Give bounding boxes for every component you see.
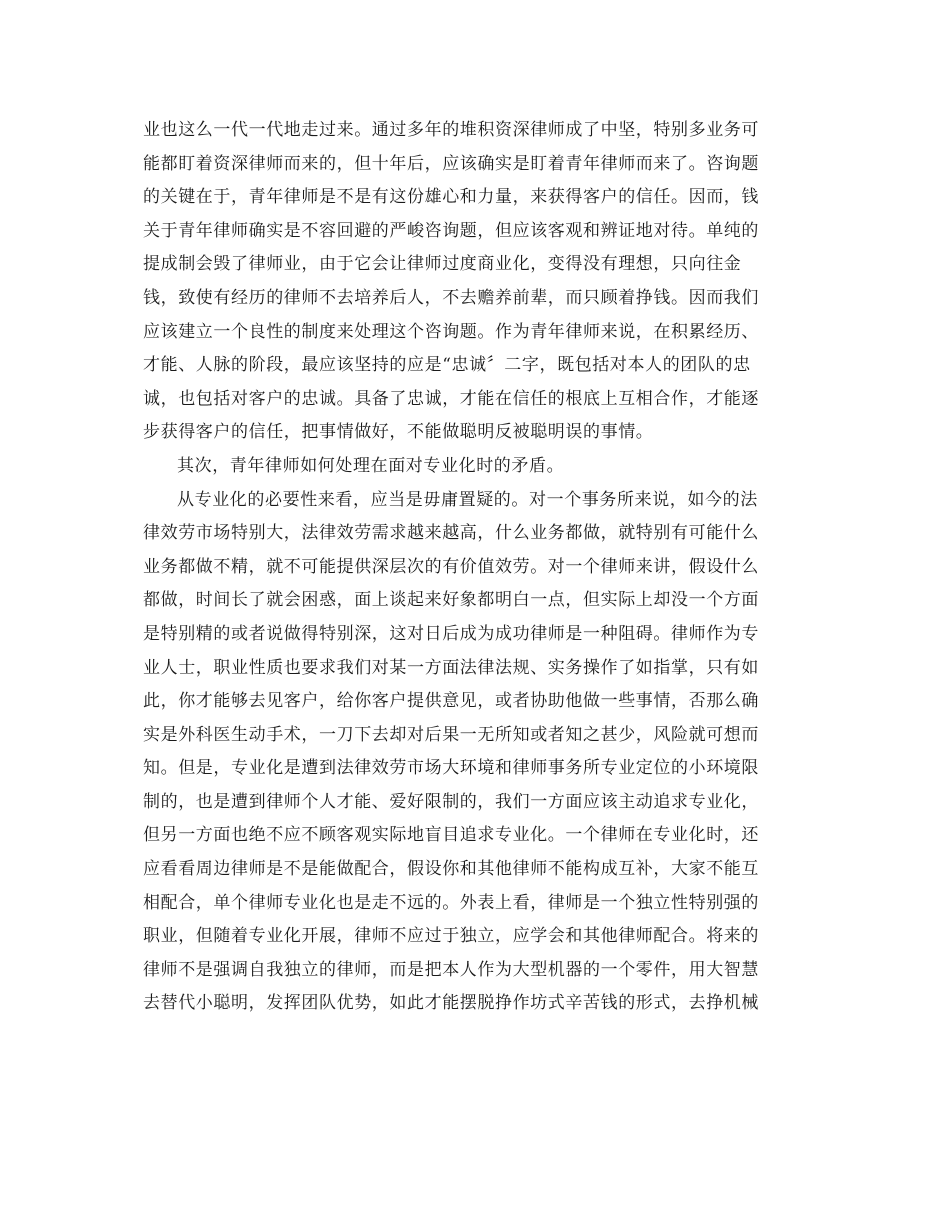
text-line: 钱，致使有经历的律师不去培养后人，不去赡养前辈，而只顾着挣钱。因而我们 — [143, 287, 759, 308]
text-line: 应看看周边律师是不是能做配合，假设你和其他律师不能构成互补，大家不能互 — [143, 859, 759, 880]
text-line: 去替代小聪明，发挥团队优势，如此才能摆脱挣作坊式辛苦钱的形式，去挣机械 — [143, 993, 759, 1014]
text-line: 此，你才能够去见客户，给你客户提供意见，或者协助他做一些事情，否那么确 — [143, 691, 759, 712]
text-line: 业人士，职业性质也要求我们对某一方面法律法规、实务操作了如指掌，只有如 — [143, 657, 759, 678]
text-line: 业务都做不精，就不可能提供深层次的有价值效劳。对一个律师来讲，假设什么 — [143, 556, 759, 577]
text-line: 其次，青年律师如何处理在面对专业化时的矛盾。 — [177, 455, 565, 476]
text-line: 提成制会毁了律师业，由于它会让律师过度商业化，变得没有理想，只向往金 — [143, 254, 742, 275]
text-line: 关于青年律师确实是不容回避的严峻咨询题，但应该客观和辨证地对待。单纯的 — [143, 220, 759, 241]
text-line: 都做，时间长了就会困惑，面上谈起来好象都明白一点，但实际上却没一个方面 — [143, 590, 759, 611]
text-line: 步获得客户的信任，把事情做好，不能做聪明反被聪明误的事情。 — [143, 422, 654, 443]
body-text — [143, 114, 823, 1021]
text-line: 相配合，单个律师专业化也是走不远的。外表上看，律师是一个独立性特别强的 — [143, 892, 759, 913]
text-line: 业也这么一代一代地走过来。通过多年的堆积资深律师成了中坚，特别多业务可 — [143, 120, 759, 140]
text-line: 能都盯着资深律师而来的，但十年后，应该确实是盯着青年律师而来了。咨询题 — [143, 153, 759, 174]
text-line: 制的，也是遭到律师个人才能、爱好限制的，我们一方面应该主动追求专业化， — [143, 791, 759, 812]
text-line: 但另一方面也绝不应不顾客观实际地盲目追求专业化。一个律师在专业化时，还 — [143, 825, 759, 846]
text-line: 知。但是，专业化是遭到法律效劳市场大环境和律师事务所专业定位的小环境限 — [143, 758, 759, 779]
text-line: 实是外科医生动手术，一刀下去却对后果一无所知或者知之甚少，风险就可想而 — [143, 724, 759, 745]
text-line: 才能、人脉的阶段，最应该坚持的应是“忠诚〞二字，既包括对本人的团队的忠 — [143, 355, 751, 376]
text-line: 律师不是强调自我独立的律师，而是把本人作为大型机器的一个零件，用大智慧 — [143, 959, 759, 980]
text-line: 是特别精的或者说做得特别深，这对日后成为成功律师是一种阻碍。律师作为专 — [143, 623, 759, 644]
text-line: 律效劳市场特别大，法律效劳需求越来越高，什么业务都做，就特别有可能什么 — [143, 523, 759, 544]
text-line: 职业，但随着专业化开展，律师不应过于独立，应学会和其他律师配合。将来的 — [143, 926, 759, 947]
text-line: 的关键在于，青年律师是不是有这份雄心和力量，来获得客户的信任。因而，钱 — [143, 187, 759, 208]
text-line: 应该建立一个良性的制度来处理这个咨询题。作为青年律师来说，在积累经历、 — [143, 321, 759, 342]
text-line: 诚，也包括对客户的忠诚。具备了忠诚，才能在信任的根底上互相合作，才能逐 — [143, 388, 759, 409]
text-line: 从专业化的必要性来看，应当是毋庸置疑的。对一个事务所来说，如今的法 — [177, 489, 758, 510]
